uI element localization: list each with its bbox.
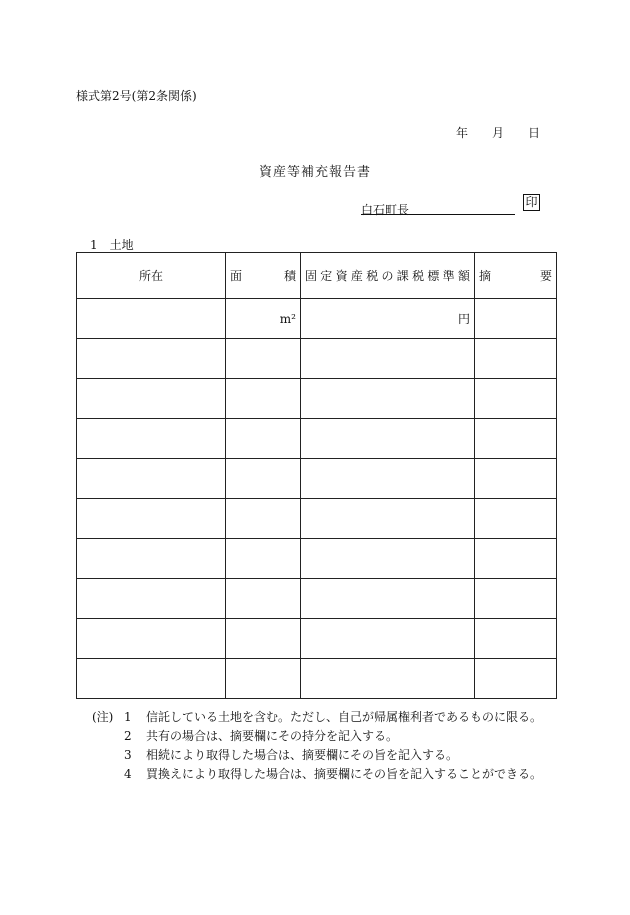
tax-base-cell[interactable] — [301, 499, 475, 539]
location-cell[interactable] — [77, 419, 226, 459]
remarks-cell[interactable] — [475, 299, 557, 339]
remarks-cell[interactable] — [475, 339, 557, 379]
table-row — [77, 339, 557, 379]
header-char: 定 — [320, 269, 333, 283]
location-cell[interactable] — [77, 299, 226, 339]
date-year-label: 年 — [456, 126, 469, 140]
column-header-tax-base-text — [305, 267, 470, 284]
tax-base-cell[interactable] — [301, 299, 475, 339]
note-item — [92, 765, 542, 784]
notes-block — [92, 708, 542, 784]
tax-base-cell[interactable] — [301, 419, 475, 459]
remarks-cell[interactable] — [475, 419, 557, 459]
header-char: 準 — [442, 269, 455, 283]
table-row — [77, 459, 557, 499]
area-cell[interactable] — [226, 499, 301, 539]
location-cell[interactable] — [77, 339, 226, 379]
table-row — [77, 299, 557, 339]
note-text: 買換えにより取得した場合は、摘要欄にその旨を記入することができる。 — [146, 767, 543, 781]
date-day-label: 日 — [528, 126, 541, 140]
area-unit: m² — [279, 311, 296, 326]
addressee-name: 白石町長 — [361, 203, 410, 217]
location-cell[interactable] — [77, 379, 226, 419]
area-cell[interactable] — [226, 659, 301, 699]
table-row — [77, 499, 557, 539]
remarks-cell[interactable] — [475, 619, 557, 659]
area-cell[interactable] — [226, 579, 301, 619]
header-char: 要 — [539, 269, 552, 283]
note-number: 2 — [124, 729, 132, 743]
note-text: 共有の場合は、摘要欄にその持分を記入する。 — [146, 729, 399, 743]
notes-lead: (注) — [92, 710, 114, 724]
header-char: 産 — [350, 269, 363, 283]
column-header-area-text — [230, 267, 296, 284]
column-header-location: 所在 — [77, 253, 226, 299]
tax-base-cell[interactable] — [301, 459, 475, 499]
table-row — [77, 419, 557, 459]
header-char: 資 — [335, 269, 348, 283]
column-header-remarks — [475, 253, 557, 299]
header-char: 固 — [305, 269, 318, 283]
tax-base-cell[interactable] — [301, 659, 475, 699]
table-row — [77, 659, 557, 699]
column-header-area — [226, 253, 301, 299]
remarks-cell[interactable] — [475, 579, 557, 619]
area-cell[interactable] — [226, 619, 301, 659]
header-char: 面 — [230, 269, 243, 283]
header-char: 税 — [366, 269, 379, 283]
location-cell[interactable] — [77, 579, 226, 619]
remarks-cell[interactable] — [475, 459, 557, 499]
header-char: 課 — [396, 269, 409, 283]
remarks-cell[interactable] — [475, 539, 557, 579]
tax-base-cell[interactable] — [301, 619, 475, 659]
addressee-underline — [361, 214, 515, 215]
tax-base-cell[interactable] — [301, 579, 475, 619]
header-char: 積 — [283, 269, 296, 283]
table-row — [77, 379, 557, 419]
location-cell[interactable] — [77, 619, 226, 659]
location-cell[interactable] — [77, 539, 226, 579]
date-month-label: 月 — [492, 126, 505, 140]
note-text: 信託している土地を含む。ただし、自己が帰属権利者であるものに限る。 — [146, 710, 543, 724]
document-title: 資産等補充報告書 — [258, 165, 371, 180]
date-line — [456, 124, 540, 141]
header-char: 額 — [457, 269, 470, 283]
area-cell[interactable] — [226, 379, 301, 419]
seal-box: 印 — [523, 194, 540, 211]
location-cell[interactable] — [77, 459, 226, 499]
note-text: 相続により取得した場合は、摘要欄にその旨を記入する。 — [146, 748, 459, 762]
location-cell[interactable] — [77, 499, 226, 539]
location-cell[interactable] — [77, 659, 226, 699]
land-table — [76, 252, 557, 699]
note-item — [92, 727, 542, 746]
remarks-cell[interactable] — [475, 379, 557, 419]
remarks-cell[interactable] — [475, 499, 557, 539]
area-cell[interactable] — [226, 419, 301, 459]
table-header-row — [77, 253, 557, 299]
tax-base-unit: 円 — [457, 312, 470, 326]
area-cell[interactable] — [226, 459, 301, 499]
section-heading: 1 土地 — [90, 238, 134, 252]
table-row — [77, 539, 557, 579]
header-char: 税 — [412, 269, 425, 283]
area-cell[interactable] — [226, 339, 301, 379]
note-number: 3 — [124, 748, 132, 762]
note-item — [92, 746, 542, 765]
header-char: 摘 — [479, 269, 492, 283]
note-item — [92, 708, 542, 727]
tax-base-cell[interactable] — [301, 539, 475, 579]
tax-base-cell[interactable] — [301, 339, 475, 379]
note-number: 1 — [124, 710, 132, 724]
column-header-remarks-text — [479, 267, 552, 284]
header-char: の — [381, 269, 394, 283]
table-row — [77, 619, 557, 659]
remarks-cell[interactable] — [475, 659, 557, 699]
tax-base-cell[interactable] — [301, 379, 475, 419]
header-char: 標 — [427, 269, 440, 283]
addressee-block — [361, 201, 409, 218]
area-cell[interactable] — [226, 299, 301, 339]
table-row — [77, 579, 557, 619]
column-header-tax-base — [301, 253, 475, 299]
note-number: 4 — [124, 767, 132, 781]
form-number: 様式第2号(第2条関係) — [76, 89, 197, 103]
area-cell[interactable] — [226, 539, 301, 579]
